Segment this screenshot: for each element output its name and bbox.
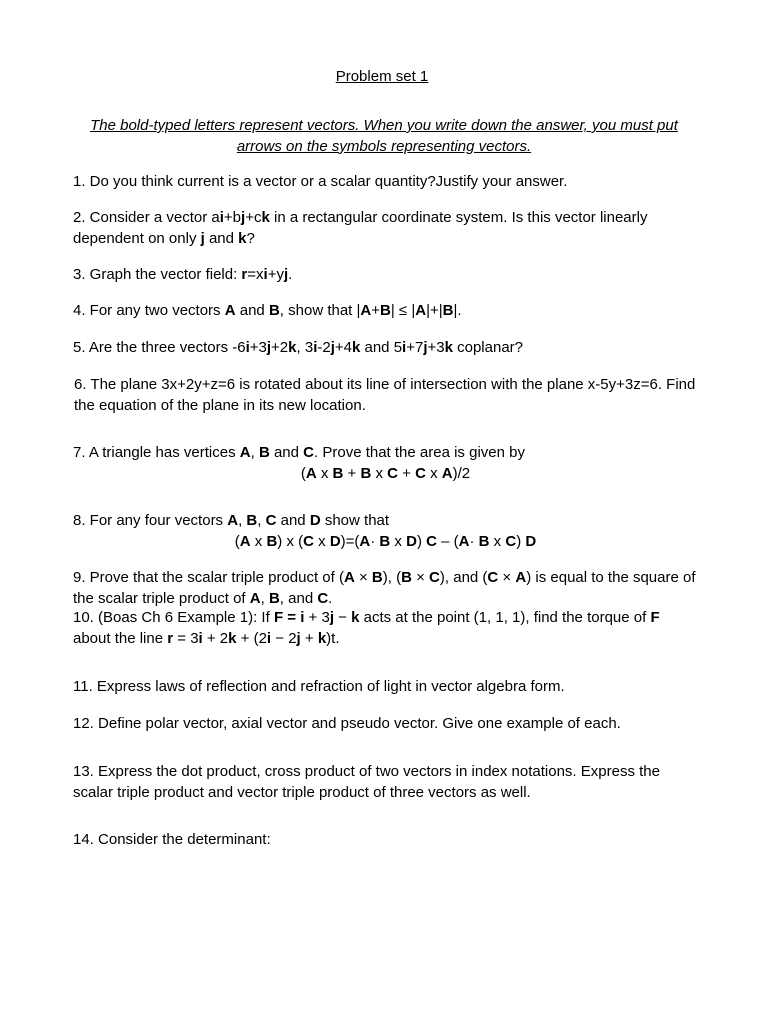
question-7-text: 7. A triangle has vertices A, B and C. Prove that the area is given by xyxy=(73,444,525,461)
question-5: 5. Are the three vectors -6i+3j+2k, 3i-2j+4k and 5i+7j+3k coplanar? xyxy=(73,339,524,356)
question-9: 9. Prove that the scalar triple product of (A × B), (B × C), and (C × A) is equal to the square of the scalar triple product of A, B, and C. xyxy=(73,569,696,607)
question-4: 4. For any two vectors A and B, show that |A+B| ≤ |A|+|B|. xyxy=(73,302,462,319)
question-8 xyxy=(73,511,698,552)
question-2: 2. Consider a vector ai+bj+ck in a rectangular coordinate system. Is this vector linearly dependent on only j and k? xyxy=(73,209,648,247)
question-8-formula: (A x B) x (C x D)=(A· B x D) C – (A· B x C) D xyxy=(234,532,537,550)
question-6: 6. The plane 3x+2y+z=6 is rotated about its line of intersection with the plane x-5y+3z=6. Find the equation of the plane in its new location. xyxy=(74,376,696,414)
question-14: 14. Consider the determinant: xyxy=(73,831,271,848)
question-11: 11. Express laws of reflection and refraction of light in vector algebra form. xyxy=(73,678,565,695)
page-title: Problem set 1 xyxy=(335,68,429,85)
question-10: 10. (Boas Ch 6 Example 1): If F = i + 3j − k acts at the point (1, 1, 1), find the torque of F about the line r = 3i + 2k + (2i − 2j + k)t. xyxy=(73,609,660,647)
question-3: 3. Graph the vector field: r=xi+yj. xyxy=(73,266,293,283)
question-13: 13. Express the dot product, cross product of two vectors in index notations. Express the scalar triple product and vector triple product of three vectors as well. xyxy=(73,763,660,801)
question-1: 1. Do you think current is a vector or a scalar quantity?Justify your answer. xyxy=(73,173,568,190)
question-7-formula: (A x B + B x C + C x A)/2 xyxy=(300,464,471,482)
instructions: The bold-typed letters represent vectors. When you write down the answer, you must put arrows on the symbols representing vectors. xyxy=(90,117,678,155)
question-7 xyxy=(73,443,698,484)
question-12: 12. Define polar vector, axial vector and pseudo vector. Give one example of each. xyxy=(73,715,621,732)
question-8-text: 8. For any four vectors A, B, C and D show that xyxy=(73,512,390,529)
